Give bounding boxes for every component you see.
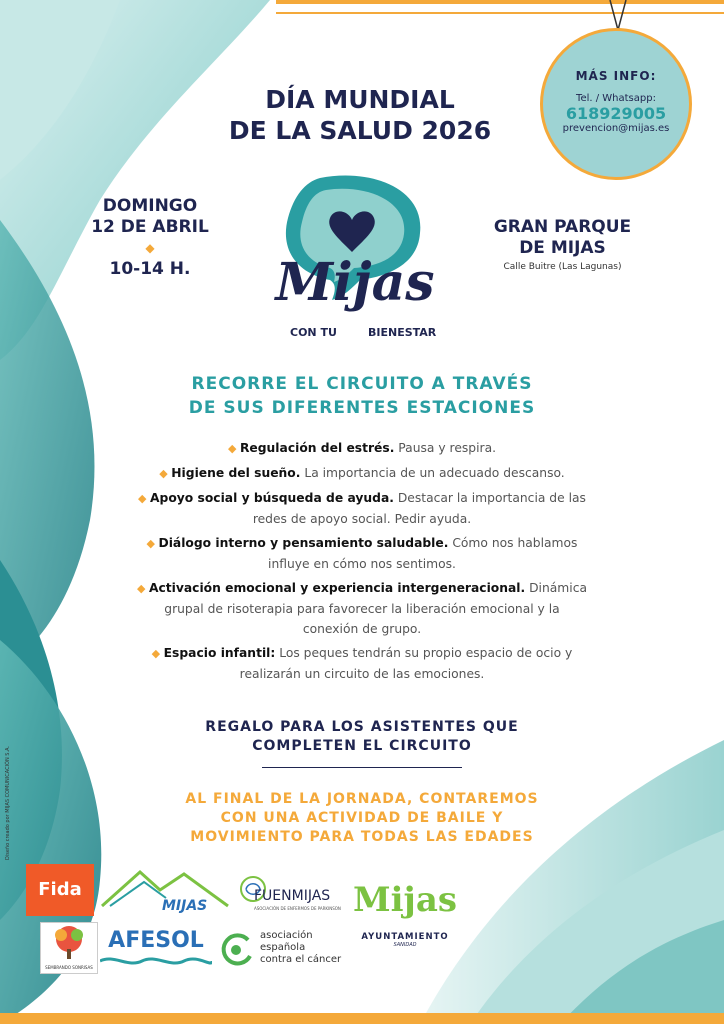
divider	[262, 767, 462, 768]
title-line-2: DE LA SALUD 2026	[228, 116, 492, 145]
fuenmijas-label: FUENMIJAS	[254, 888, 331, 904]
list-item	[135, 463, 589, 484]
fida-label: Fida	[38, 879, 82, 900]
logo-sembrando-sonrisas[interactable]	[40, 922, 98, 974]
aecc-line-2: española	[260, 942, 306, 953]
stations-list	[135, 438, 589, 688]
gift-line-2: COMPLETEN EL CIRCUITO	[252, 738, 472, 754]
station-name: Regulación del estrés.	[239, 441, 395, 455]
aecc-line-1: asociación	[260, 930, 313, 941]
sembrando-label: SEMBRANDO SONRISAS	[45, 965, 93, 970]
station-desc: Los peques tendrán su propio espacio de ocio y realizarán un circuito de las emociones.	[239, 646, 573, 681]
station-desc: Destacar la importancia de las redes de apoyo social. Pedir ayuda.	[252, 491, 586, 526]
email-link[interactable]: prevencion@mijas.es	[562, 123, 670, 134]
title-line-1: DÍA MUNDIAL	[265, 85, 455, 114]
list-item	[135, 488, 589, 529]
diamond-icon: ◆	[138, 492, 150, 505]
location-line-1: GRAN PARQUE	[493, 217, 632, 237]
logo-aecc[interactable]	[218, 930, 344, 972]
phone-number[interactable]: 618929005	[565, 104, 667, 123]
gift-heading	[140, 718, 584, 756]
page-title	[190, 84, 530, 146]
circuit-heading	[120, 372, 604, 420]
diamond-icon: ◆	[151, 647, 164, 660]
top-accent-line	[276, 0, 724, 4]
gift-line-1: REGALO PARA LOS ASISTENTES QUE	[205, 719, 519, 735]
event-location	[460, 217, 665, 259]
phone-label: Tel. / Whatsapp:	[576, 93, 656, 104]
diamond-icon: ◆	[159, 467, 172, 480]
brand-name: Mijas	[275, 252, 435, 313]
top-accent-line-2	[276, 12, 724, 14]
ayto-wordmark: Mijas	[352, 880, 458, 920]
ayto-line-2: SANIDAD	[393, 942, 417, 948]
circuit-line-1: RECORRE EL CIRCUITO A TRAVÉS	[191, 374, 533, 394]
brand-tagline-left: CON TU	[290, 326, 337, 339]
location-line-2: DE MIJAS	[519, 238, 606, 258]
station-desc: Dinámica grupal de risoterapia para favorecer la liberación emocional y la conexión de grupo.	[164, 581, 587, 636]
diamond-icon: ◆	[146, 537, 159, 550]
ayto-line-1: AYUNTAMIENTO	[361, 932, 449, 942]
list-item	[135, 643, 589, 684]
final-activity	[120, 790, 604, 847]
final-line-3: MOVIMIENTO PARA TODAS LAS EDADES	[190, 829, 534, 845]
station-name: Activación emocional y experiencia intergeneracional.	[148, 581, 526, 595]
fuenmijas-sublabel: ASOCIACIÓN DE ENFERMOS DE PARKINSON	[254, 906, 341, 911]
info-title: MÁS INFO:	[575, 69, 657, 83]
tree-icon	[41, 923, 97, 961]
brand-tagline-right: BIENESTAR	[368, 326, 437, 339]
circuit-line-2: DE SUS DIFERENTES ESTACIONES	[188, 398, 536, 418]
logo-fida[interactable]	[26, 864, 94, 916]
station-desc: La importancia de un adecuado descanso.	[300, 466, 565, 480]
list-item	[135, 438, 589, 459]
logo-afesol[interactable]	[100, 928, 212, 972]
mijas-bienestar-logo	[250, 168, 450, 348]
station-desc: Pausa y respira.	[394, 441, 497, 455]
date-weekday: DOMINGO	[102, 196, 198, 216]
logo-mijas-ayuntamiento[interactable]	[350, 880, 460, 970]
list-item	[135, 578, 589, 639]
diamond-icon: ◆	[227, 442, 240, 455]
design-credit: Diseño creado por MIJAS COMUNICACIÓN S.A.	[5, 746, 11, 860]
diamond-icon: ◆	[145, 241, 155, 255]
aecc-line-3: contra el cáncer	[260, 954, 342, 965]
logo-afa[interactable]	[100, 868, 230, 920]
final-line-1: AL FINAL DE LA JORNADA, CONTAREMOS	[185, 791, 539, 807]
list-item	[135, 533, 589, 574]
event-time: 10-14 H.	[109, 259, 191, 279]
afesol-label: AFESOL	[108, 928, 204, 953]
station-name: Espacio infantil:	[163, 646, 276, 660]
station-desc: Cómo nos hablamos influye en cómo nos sentimos.	[268, 536, 578, 571]
event-date	[60, 196, 240, 280]
location-address: Calle Buitre (Las Lagunas)	[503, 262, 622, 272]
station-name: Apoyo social y búsqueda de ayuda.	[150, 491, 394, 505]
final-line-2: CON UNA ACTIVIDAD DE BAILE Y	[220, 810, 504, 826]
diamond-icon: ◆	[136, 582, 149, 595]
station-name: Diálogo interno y pensamiento saludable.	[158, 536, 449, 550]
aecc-ring-icon	[218, 932, 254, 968]
station-name: Higiene del sueño.	[171, 466, 301, 480]
info-tag	[540, 28, 692, 180]
wave-icon	[100, 954, 212, 968]
logo-fuenmijas[interactable]	[236, 872, 356, 918]
date-day: 12 DE ABRIL	[91, 217, 209, 237]
afa-label: MIJAS	[162, 898, 208, 914]
